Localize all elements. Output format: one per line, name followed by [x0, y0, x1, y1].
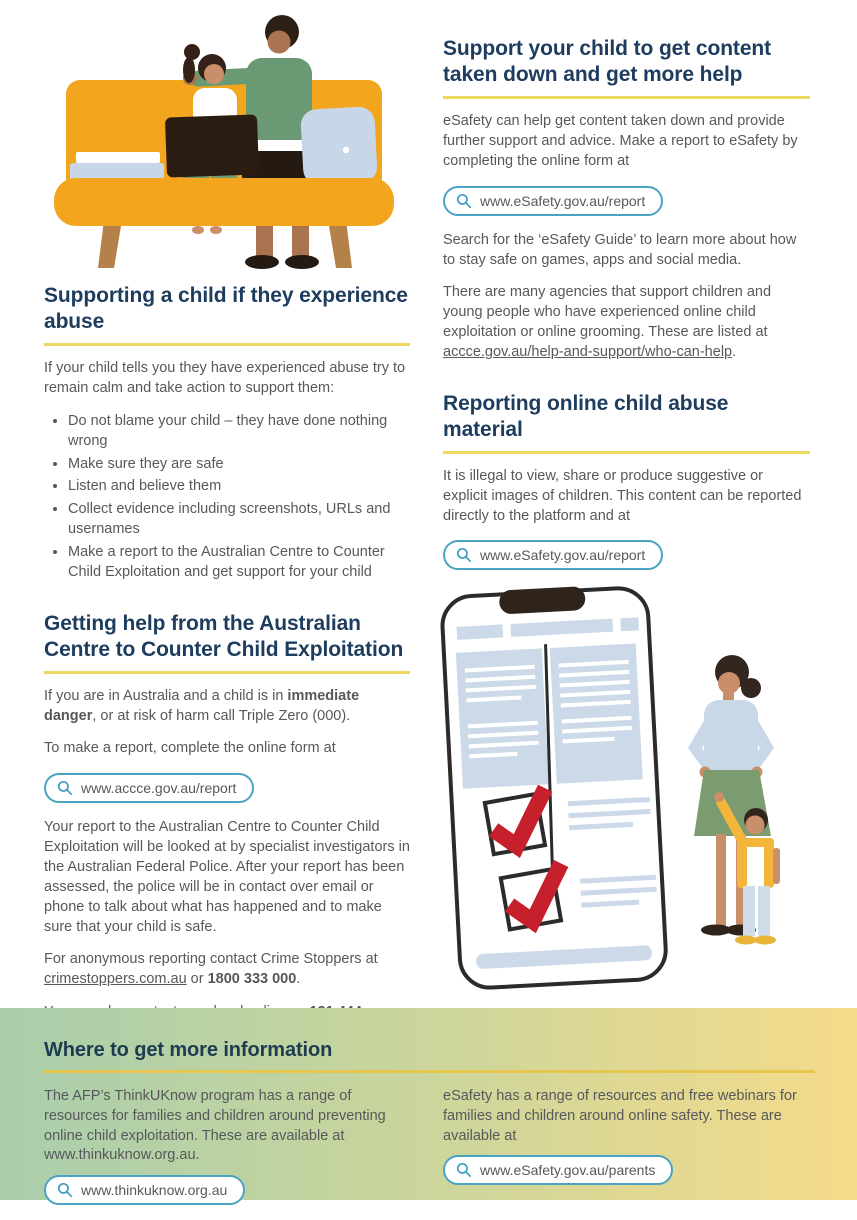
list-item: • Listen and believe them — [68, 477, 410, 497]
section-heading-supporting-child: Supporting a child if they experience abuse — [44, 284, 408, 334]
yellow-rule — [44, 671, 410, 674]
list-item: • Collect evidence including screenshots, URLs and usernames — [68, 500, 410, 540]
phone-checklist-illustration — [433, 580, 833, 1008]
esafety-parents-link-pill[interactable] — [443, 1155, 673, 1185]
search-icon — [456, 547, 472, 563]
esafety-parents-url: www.eSafety.gov.au/parents — [480, 1162, 656, 1179]
section-heading-getting-help-accce: Getting help from the Australian Centre to Counter Child Exploitation — [44, 611, 404, 661]
immediate-danger-bold: immediate danger — [44, 687, 360, 724]
agencies-text: There are many agencies that support children and young people who have experienced online child exploitation or online grooming. These are listed at accce.gov.au/help-and-support/who-can-help. — [443, 284, 772, 360]
thinkuknow-url: www.thinkuknow.org.au — [81, 1182, 228, 1199]
esafety-help-text: eSafety can help get content taken down and provide further support and advice. Make a report to eSafety by completing the online form at — [443, 113, 798, 169]
yellow-rule — [44, 343, 410, 346]
accce-process-text: Your report to the Australian Centre to Counter Child Exploitation will be looked at by specialist investigators in the Australian Federal Police. After your report has been assessed, the police will be in contact over email or phone to talk about what has happened and to make sure that your child is safe. — [44, 819, 410, 935]
crimestoppers-link[interactable]: crimestoppers.com.au — [44, 971, 187, 988]
esafety-report-url: www.eSafety.gov.au/report — [480, 547, 646, 564]
search-icon — [456, 1162, 472, 1178]
right-column — [443, 36, 810, 585]
search-icon — [57, 1182, 73, 1198]
crime-stoppers-text: For anonymous reporting contact Crime Stoppers at crimestoppers.com.au or 1800 333 000. — [44, 951, 378, 988]
list-item: • Make a report to the Australian Centre to Counter Child Exploitation and get support for your child — [68, 543, 410, 583]
crimestoppers-phone: 1800 333 000 — [207, 971, 297, 988]
yellow-rule — [443, 451, 810, 454]
search-icon — [57, 780, 73, 796]
list-item: • Do not blame your child – they have done nothing wrong — [68, 412, 410, 452]
footer-gold-rule — [44, 1070, 815, 1073]
esafety-report-link-pill[interactable] — [443, 186, 663, 216]
esafety-report-link-pill-2[interactable] — [443, 540, 663, 570]
yellow-rule — [443, 96, 810, 99]
supporting-bullet-list — [50, 412, 410, 583]
section-heading-reporting-material: Reporting online child abuse material — [443, 391, 729, 441]
couch-family-illustration — [44, 2, 404, 274]
illegal-content-text: It is illegal to view, share or produce suggestive or explicit images of children. This content can be reported directly to the platform and at — [443, 467, 802, 524]
accce-report-link-pill[interactable] — [44, 773, 254, 803]
footer-band — [0, 1008, 857, 1200]
thinkuknow-text: The AFP’s ThinkUKnow program has a range of resources for families and children around preventing online child exploitation. These are available at www.thinkuknow.org.au. — [44, 1087, 386, 1164]
footer-left-column — [44, 1087, 410, 1220]
search-icon — [456, 193, 472, 209]
thinkuknow-link-pill[interactable] — [44, 1175, 245, 1205]
accce-who-can-help-link[interactable]: accce.gov.au/help-and-support/who-can-help — [443, 343, 733, 360]
list-item: • Make sure they are safe — [68, 455, 410, 475]
left-column — [44, 283, 410, 1036]
esafety-report-url: www.eSafety.gov.au/report — [480, 192, 646, 209]
footer-heading: Where to get more information — [44, 1039, 333, 1061]
footer-right-column — [443, 1087, 810, 1220]
accce-danger-text: If you are in Australia and a child is in immediate danger, or at risk of harm call Triple Zero (000). — [44, 687, 360, 724]
section-heading-content-takedown: Support your child to get content taken down and get more help — [443, 37, 772, 87]
esafety-guide-text: Search for the ‘eSafety Guide’ to learn more about how to stay safe on games, apps and social media. — [443, 231, 797, 268]
esafety-resources-text: eSafety has a range of resources and free webinars for families and children around online safety. These are available at — [443, 1087, 797, 1144]
accce-report-text: To make a report, complete the online form at — [44, 740, 336, 757]
accce-report-url: www.accce.gov.au/report — [81, 780, 237, 797]
supporting-intro-text: If your child tells you they have experienced abuse try to remain calm and take action to support them: — [44, 360, 406, 396]
